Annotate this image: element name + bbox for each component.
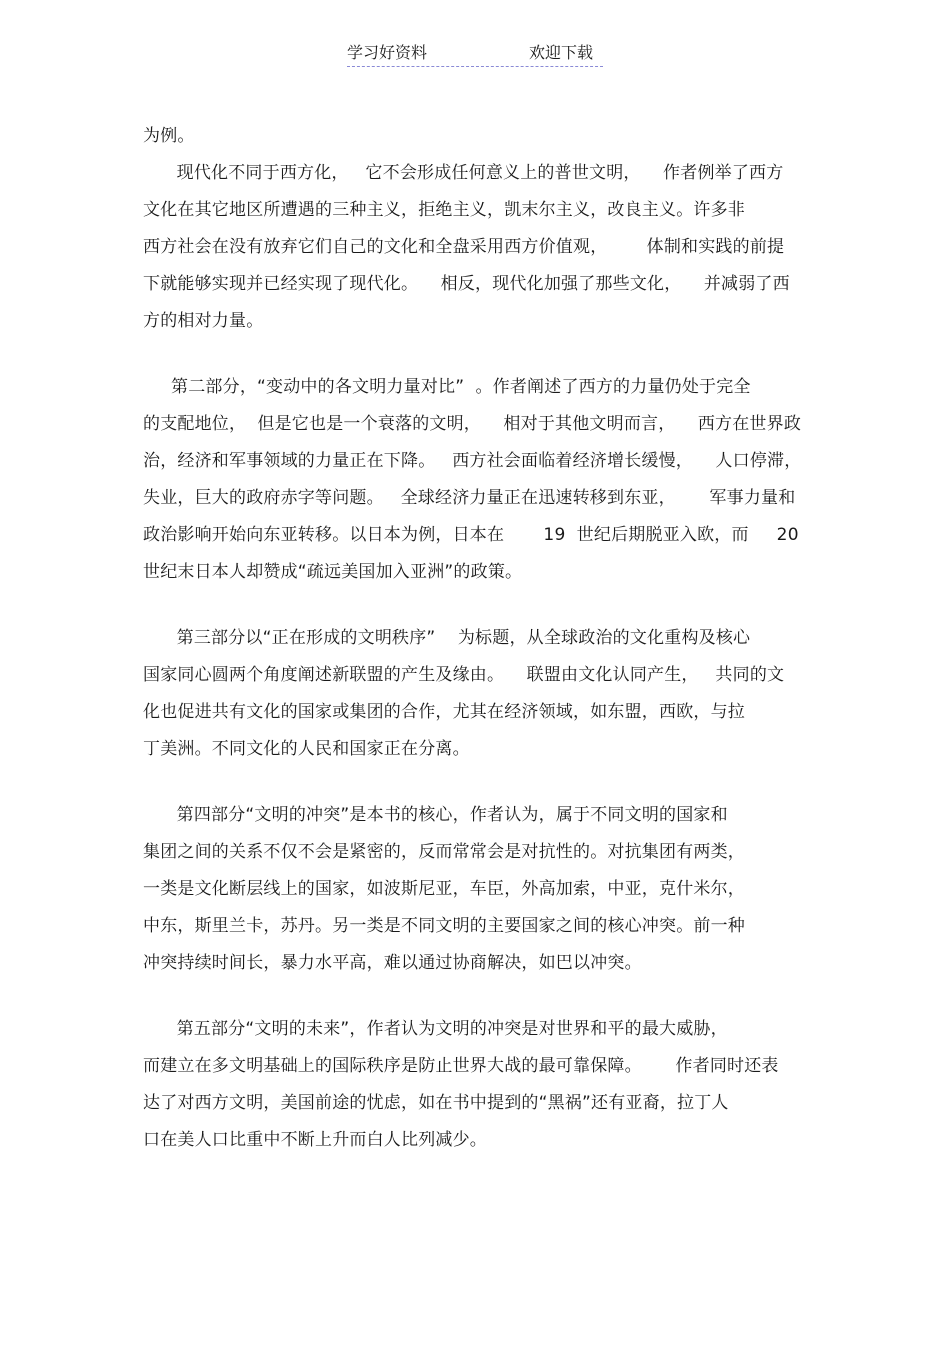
paragraph-gap [143,591,813,620]
text-line: 的支配地位， 但是它也是一个衰落的文明， 相对于其他文明而言， 西方在世界政 [143,414,802,434]
text-line: 方的相对力量。 [143,311,264,331]
text-line: 为例。 [143,126,195,146]
text-line: 冲突持续时间长，暴力水平高，难以通过协商解决，如巴以冲突。 [143,953,642,973]
paragraph [143,620,813,768]
page-header [347,40,603,67]
text-line: 第三部分以“正在形成的文明秩序” 为标题，从全球政治的文化重构及核心 [143,628,751,648]
paragraph-gap [143,340,813,369]
text-line: 世纪末日本人却赞成“疏远美国加入亚洲”的政策。 [143,562,523,582]
text-line: 政治影响开始向东亚转移。以日本为例，日本在 19 世纪后期脱亚入欧，而 20 [143,525,799,545]
text-line: 第四部分“文明的冲突”是本书的核心，作者认为，属于不同文明的国家和 [143,805,728,825]
text-line: 治，经济和军事领域的力量正在下降。 西方社会面临着经济增长缓慢， 人口停滞， [143,451,802,471]
paragraph [143,369,813,591]
text-line: 第五部分“文明的未来”，作者认为文明的冲突是对世界和平的最大威胁， [143,1019,728,1039]
document-body [143,118,813,1159]
text-line: 第二部分，“变动中的各文明力量对比” 。作者阐述了西方的力量仍处于完全 [143,377,751,397]
text-line: 一类是文化断层线上的国家，如波斯尼亚，车臣，外高加索，中亚，克什米尔， [143,879,745,899]
header-left-text: 学习好资料 [347,43,428,62]
text-line: 文化在其它地区所遭遇的三种主义，拒绝主义，凯末尔主义，改良主义。许多非 [143,200,745,220]
text-line: 化也促进共有文化的国家或集团的合作，尤其在经济领域，如东盟，西欧，与拉 [143,702,745,722]
text-line: 西方社会在没有放弃它们自己的文化和全盘采用西方价值观， 体制和实践的前提 [143,237,785,257]
paragraph [143,1011,813,1159]
text-line: 中东，斯里兰卡，苏丹。另一类是不同文明的主要国家之间的核心冲突。前一种 [143,916,745,936]
text-line: 现代化不同于西方化， 它不会形成任何意义上的普世文明， 作者例举了西方 [143,163,784,183]
paragraph-gap [143,982,813,1011]
text-line: 口在美人口比重中不断上升而白人比列减少。 [143,1130,487,1150]
text-line: 国家同心圆两个角度阐述新联盟的产生及缘由。 联盟由文化认同产生， 共同的文 [143,665,785,685]
text-line: 而建立在多文明基础上的国际秩序是防止世界大战的最可靠保障。 作者同时还表 [143,1056,779,1076]
header-right-text: 欢迎下载 [529,43,594,62]
text-line: 丁美洲。不同文化的人民和国家正在分离。 [143,739,470,759]
paragraph [143,797,813,982]
text-line: 达了对西方文明，美国前途的忧虑，如在书中提到的“黑祸”还有亚裔，拉丁人 [143,1093,729,1113]
text-line: 集团之间的关系不仅不会是紧密的，反而常常会是对抗性的。对抗集团有两类， [143,842,745,862]
text-line: 失业，巨大的政府赤字等问题。 全球经济力量正在迅速转移到东亚， 军事力量和 [143,488,796,508]
text-line: 下就能够实现并已经实现了现代化。 相反，现代化加强了那些文化， 并减弱了西 [143,274,790,294]
paragraph [143,118,813,340]
paragraph-gap [143,768,813,797]
